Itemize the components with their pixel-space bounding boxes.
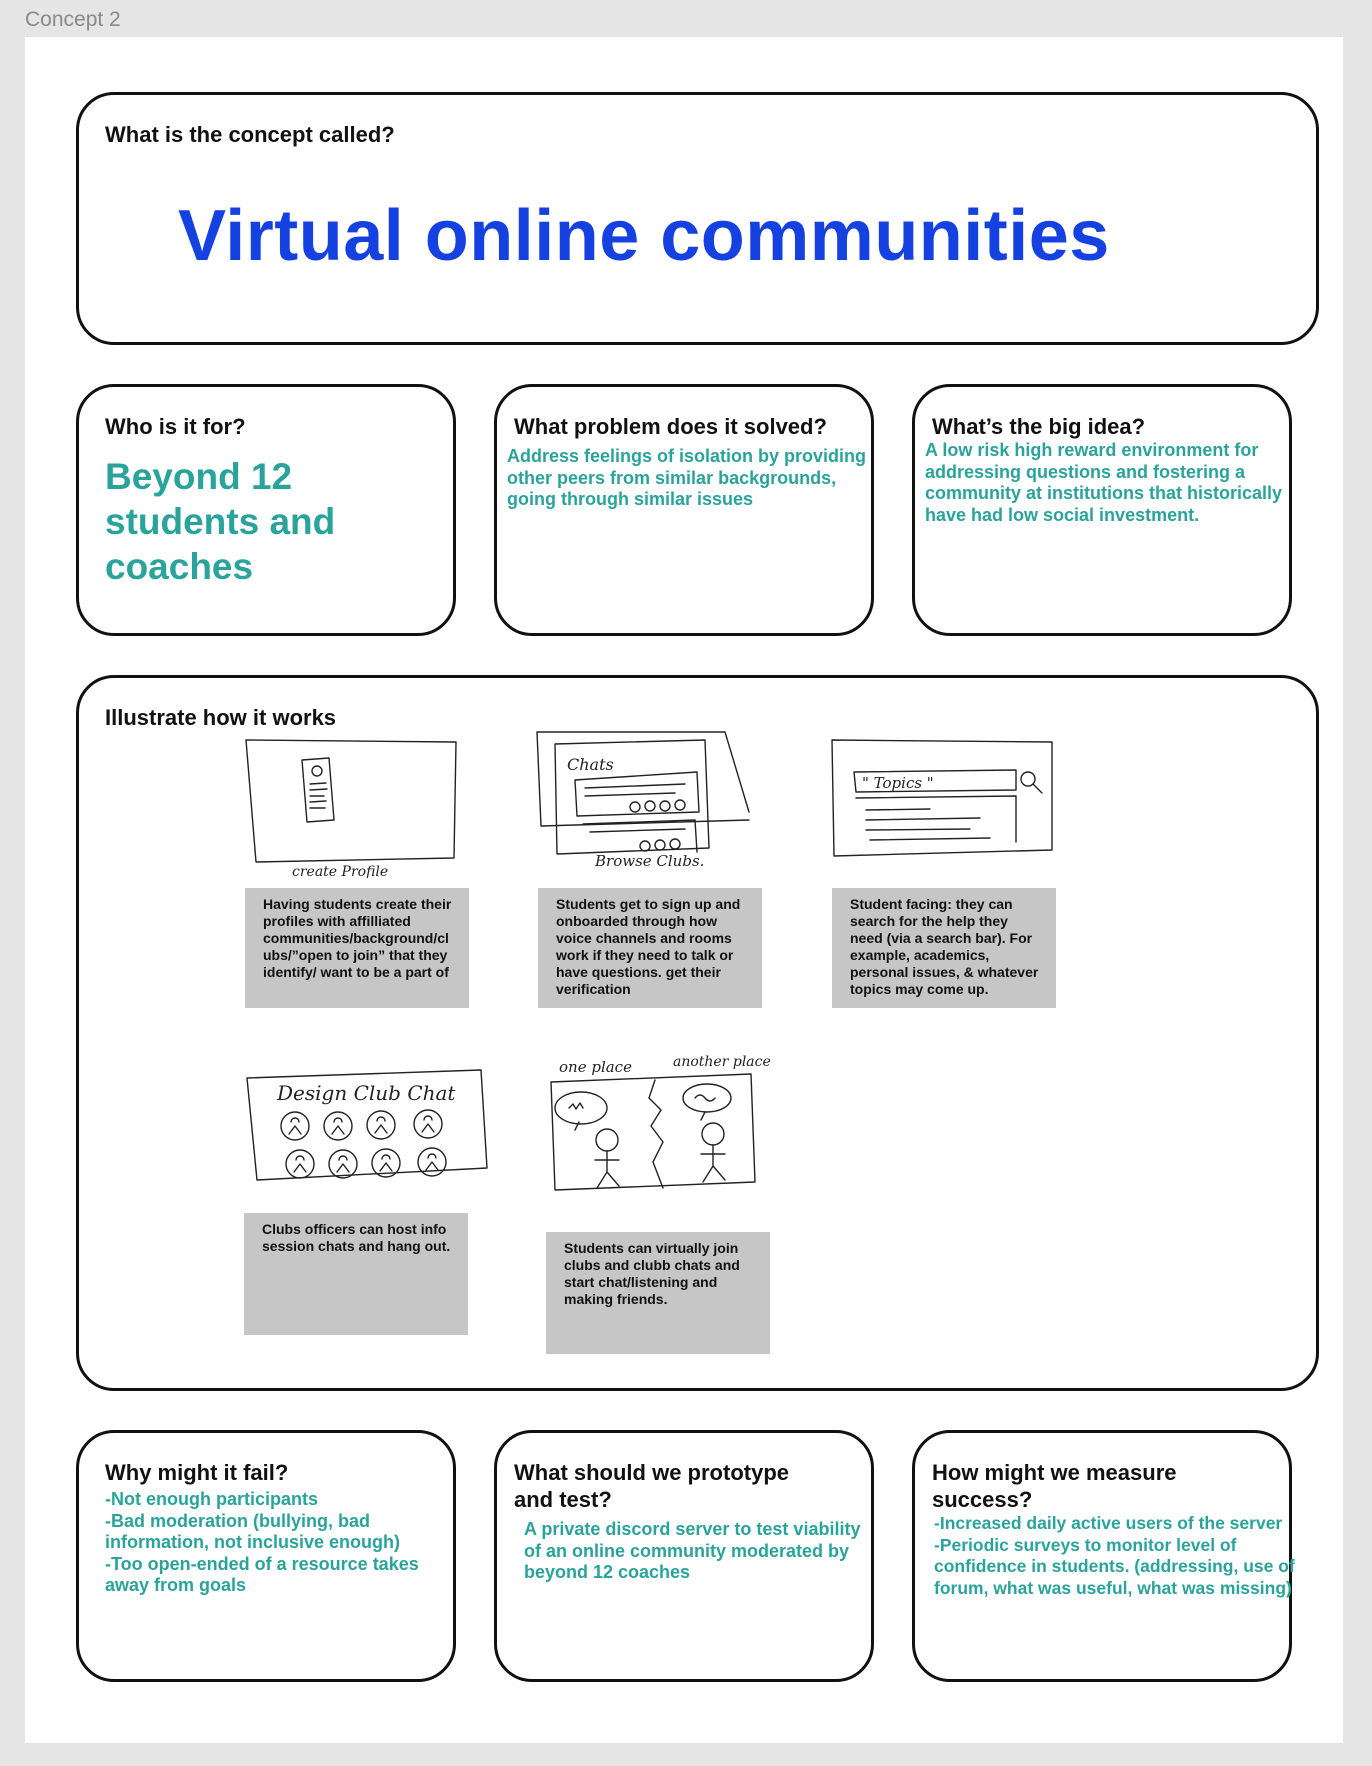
illustration-question: Illustrate how it works (105, 705, 337, 730)
illustration-card (76, 675, 1319, 1391)
note-club-officers: Clubs officers can host info session chats and hang out. (244, 1213, 468, 1335)
concept-board (25, 37, 1343, 1743)
sketch-create-profile-drawing (244, 738, 464, 878)
sketch-topics-label: " Topics " (862, 774, 934, 792)
problem-answer: Address feelings of isolation by providing other peers from similar backgrounds, going through similar issues (507, 446, 867, 509)
sketch-browse-clubs-drawing (535, 730, 755, 870)
fail-card (76, 1430, 456, 1682)
sketch-topics-drawing (830, 738, 1060, 868)
prototype-answer: A private discord server to test viability of an online community moderated by beyond 12 coaches (524, 1519, 861, 1582)
sketch-topics-search (830, 738, 1060, 868)
note-create-profile: Having students create their profiles with affilliated communities/background/cl ubs/”open to join” that they identify/ want to be a part of (245, 888, 469, 1008)
big-idea-card (912, 384, 1292, 636)
sketch-virtual-connection-drawing (545, 1050, 785, 1200)
sketch-one-place-label: one place (559, 1058, 632, 1076)
measure-question: How might we measure success? (932, 1460, 1177, 1512)
sketch-design-club-label: Design Club Chat (277, 1081, 456, 1105)
concept-title: Virtual online communities (178, 196, 1110, 276)
sketch-design-club-chat (245, 1056, 495, 1186)
sketch-virtual-connection (545, 1050, 785, 1200)
audience-answer: Beyond 12 students and coaches (105, 456, 336, 587)
sketch-another-place-label: another place (673, 1054, 771, 1070)
sketch-chats-label: Chats (567, 755, 614, 774)
problem-question: What problem does it solved? (514, 414, 827, 439)
sketch-browse-clubs (535, 730, 755, 870)
prototype-question: What should we prototype and test? (514, 1460, 789, 1512)
sketch-create-profile (244, 738, 464, 878)
frame-label[interactable]: Concept 2 (25, 8, 121, 31)
audience-question: Who is it for? (105, 414, 246, 439)
sketch-browse-label: Browse Clubs. (595, 852, 705, 870)
note-onboarding: Students get to sign up and onboarded through how voice channels and rooms work if they need to talk or have questions. get their verification (538, 888, 762, 1008)
big-idea-answer: A low risk high reward environment for addressing questions and fostering a community at institutions that historically have had low social investment. (925, 440, 1283, 525)
sketch-design-club-drawing (245, 1056, 495, 1186)
measure-card (912, 1430, 1295, 1682)
note-join-clubs: Students can virtually join clubs and clubb chats and start chat/listening and making friends. (546, 1232, 770, 1354)
fail-answer: -Not enough participants -Bad moderation (bullying, bad information, not inclusive enough) -Too open-ended of a resource takes away from goals (105, 1489, 419, 1595)
prototype-card (494, 1430, 874, 1682)
concept-name-card (76, 92, 1319, 345)
audience-card (76, 384, 456, 636)
big-idea-question: What’s the big idea? (932, 414, 1146, 439)
concept-question: What is the concept called? (105, 122, 395, 147)
measure-answer: -Increased daily active users of the server -Periodic surveys to monitor level of confidence in students. (addressing, use of forum, what was useful, what was missing) (934, 1513, 1295, 1598)
fail-question: Why might it fail? (105, 1460, 289, 1485)
note-search: Student facing: they can search for the help they need (via a search bar). For example, academics, personal issues, & whatever topics may come up. (832, 888, 1056, 1008)
sketch-profile-label: create Profile (292, 864, 389, 878)
problem-card (494, 384, 874, 636)
